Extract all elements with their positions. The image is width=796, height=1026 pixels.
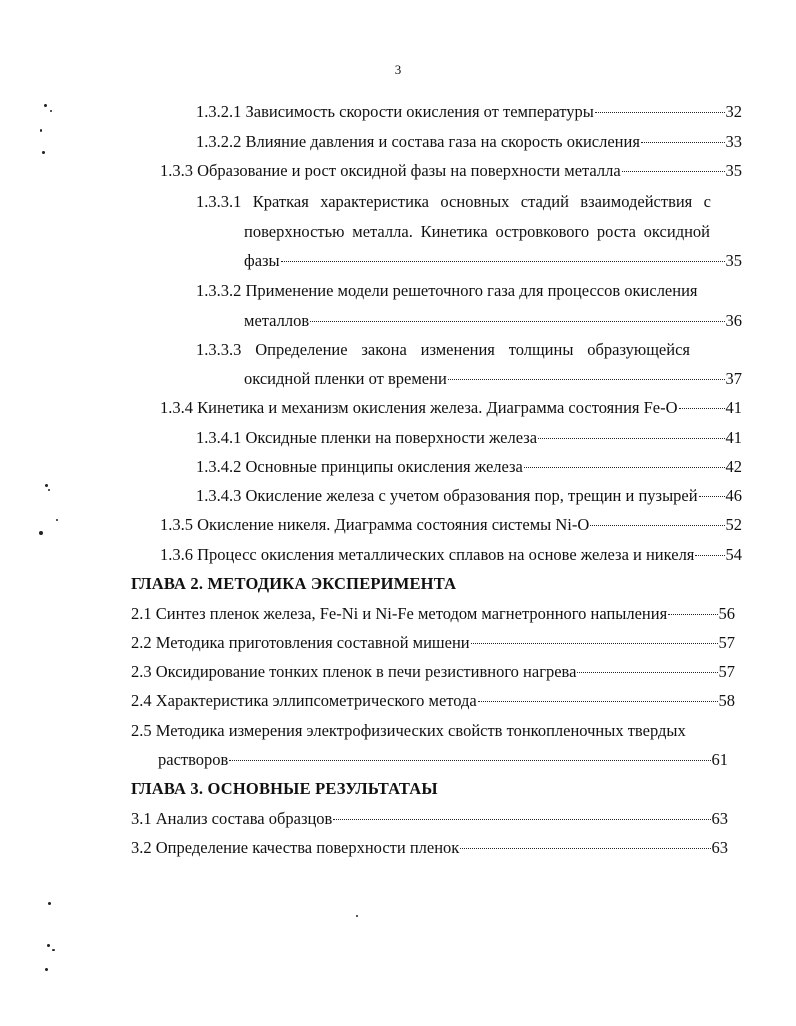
toc-entry-line: 2.5 Методика измерения электрофизических свойств тонкопленочных твердых [131, 721, 686, 740]
toc-entry [244, 249, 742, 273]
dot-leader [641, 142, 725, 143]
toc-entry-title: 1.3.6 Процесс окисления металлических сплавов на основе железа и никеля [160, 545, 695, 564]
toc-entry [160, 513, 742, 537]
toc-entry-title: 1.3.4 Кинетика и механизм окисления железа. Диаграмма состояния Fe-O [160, 398, 678, 417]
page-number: 3 [394, 62, 402, 77]
dot-leader [478, 701, 718, 702]
dot-leader [524, 467, 725, 468]
dot-leader [229, 760, 710, 761]
toc-entry [131, 689, 735, 713]
scan-speck [52, 949, 55, 951]
toc-entry-page: 57 [718, 633, 735, 652]
toc-entry [196, 455, 742, 479]
dot-leader [538, 438, 724, 439]
toc-entry-line: 1.3.3.1 Краткая характеристика основных стадий взаимодействия с [196, 192, 711, 211]
toc-entry-page: 37 [725, 369, 742, 388]
scan-speck [40, 129, 42, 132]
toc-entry-page: 41 [725, 428, 742, 447]
dot-leader [577, 672, 717, 673]
scan-speck [45, 968, 48, 971]
toc-entry-title: 1.3.2.1 Зависимость скорости окисления от температуры [196, 102, 594, 121]
dot-leader [622, 171, 725, 172]
toc-entry-page: 41 [725, 398, 742, 417]
toc-entry-title: 1.3.3 Образование и рост оксидной фазы на поверхности металла [160, 161, 621, 180]
toc-entry-page: 63 [711, 809, 728, 828]
toc-entry [244, 367, 742, 391]
toc-entry-title: 1.3.4.1 Оксидные пленки на поверхности железа [196, 428, 538, 447]
toc-entry-line: 1.3.3.3 Определение закона изменения толщины образующейся [196, 340, 690, 359]
chapter-heading: ГЛАВА 3. ОСНОВНЫЕ РЕЗУЛЬТАТАЫ [131, 779, 438, 798]
scan-speck [50, 110, 52, 112]
toc-entry [160, 543, 742, 567]
toc-entry-page: 35 [725, 161, 742, 180]
dot-leader [595, 112, 725, 113]
toc-entry-title: растворов [158, 750, 229, 769]
toc-entry-page: 33 [725, 132, 742, 151]
toc-entry-page: 56 [718, 604, 735, 623]
toc-entry-page: 61 [711, 750, 728, 769]
dot-leader [699, 496, 725, 497]
toc-entry [196, 484, 742, 508]
toc-entry-page: 46 [725, 486, 742, 505]
toc-entry-line: поверхностью металла. Кинетика островкового роста оксидной [244, 222, 710, 241]
scan-speck [45, 484, 48, 487]
toc-entry-title: 1.3.2.2 Влияние давления и состава газа на скорость окисления [196, 132, 640, 151]
scan-speck [39, 531, 43, 535]
dot-leader [679, 408, 725, 409]
toc-entry-page: 57 [718, 662, 735, 681]
toc-entry-title: 1.3.4.3 Окисление железа с учетом образования пор, трещин и пузырей [196, 486, 698, 505]
toc-entry [160, 396, 742, 420]
toc-entry-title: 2.1 Синтез пленок железа, Fe-Ni и Ni-Fe методом магнетронного напыления [131, 604, 668, 623]
toc-entry [131, 631, 735, 655]
dot-leader [471, 643, 718, 644]
scan-speck [47, 944, 50, 947]
dot-leader [590, 525, 724, 526]
toc-entry-page: 54 [725, 545, 742, 564]
toc-entry-title: 3.1 Анализ состава образцов [131, 809, 333, 828]
dot-leader [333, 819, 710, 820]
toc-entry-page: 36 [725, 311, 742, 330]
dot-leader [310, 321, 724, 322]
dot-leader [668, 614, 717, 615]
toc-entry-page: 32 [725, 102, 742, 121]
toc-entry-page: 35 [725, 251, 742, 270]
toc-entry [160, 159, 742, 183]
toc-entry [196, 130, 742, 154]
scan-speck [44, 104, 47, 107]
toc-entry [244, 309, 742, 333]
dot-leader [695, 555, 724, 556]
toc-entry [196, 426, 742, 450]
dot-leader [460, 848, 710, 849]
toc-entry-page: 63 [711, 838, 728, 857]
toc-entry-title: 1.3.5 Окисление никеля. Диаграмма состояния системы Ni-O [160, 515, 590, 534]
toc-entry-title: фазы [244, 251, 280, 270]
dot-leader [448, 379, 725, 380]
scan-speck [48, 902, 51, 905]
toc-entry [131, 602, 735, 626]
toc-entry-title: металлов [244, 311, 310, 330]
toc-entry [131, 836, 728, 860]
dot-leader [281, 261, 725, 262]
toc-entry-title: оксидной пленки от времени [244, 369, 447, 388]
toc-entry [131, 660, 735, 684]
toc-entry-title: 2.4 Характеристика эллипсометрического метода [131, 691, 477, 710]
toc-entry-page: 52 [725, 515, 742, 534]
scan-speck [42, 151, 45, 154]
scan-speck [56, 519, 58, 521]
toc-entry [196, 100, 742, 124]
toc-entry [131, 807, 728, 831]
toc-entry [158, 748, 728, 772]
toc-entry-page: 42 [725, 457, 742, 476]
toc-entry-title: 3.2 Определение качества поверхности пленок [131, 838, 460, 857]
toc-entry-title: 2.3 Оксидирование тонких пленок в печи резистивного нагрева [131, 662, 577, 681]
scan-speck [356, 915, 358, 917]
toc-entry-page: 58 [718, 691, 735, 710]
scan-speck [48, 489, 50, 491]
toc-entry-line: 1.3.3.2 Применение модели решеточного газа для процессов окисления [196, 281, 698, 300]
toc-entry-title: 2.2 Методика приготовления составной мишени [131, 633, 470, 652]
chapter-heading: ГЛАВА 2. МЕТОДИКА ЭКСПЕРИМЕНТА [131, 574, 457, 593]
toc-entry-title: 1.3.4.2 Основные принципы окисления железа [196, 457, 523, 476]
